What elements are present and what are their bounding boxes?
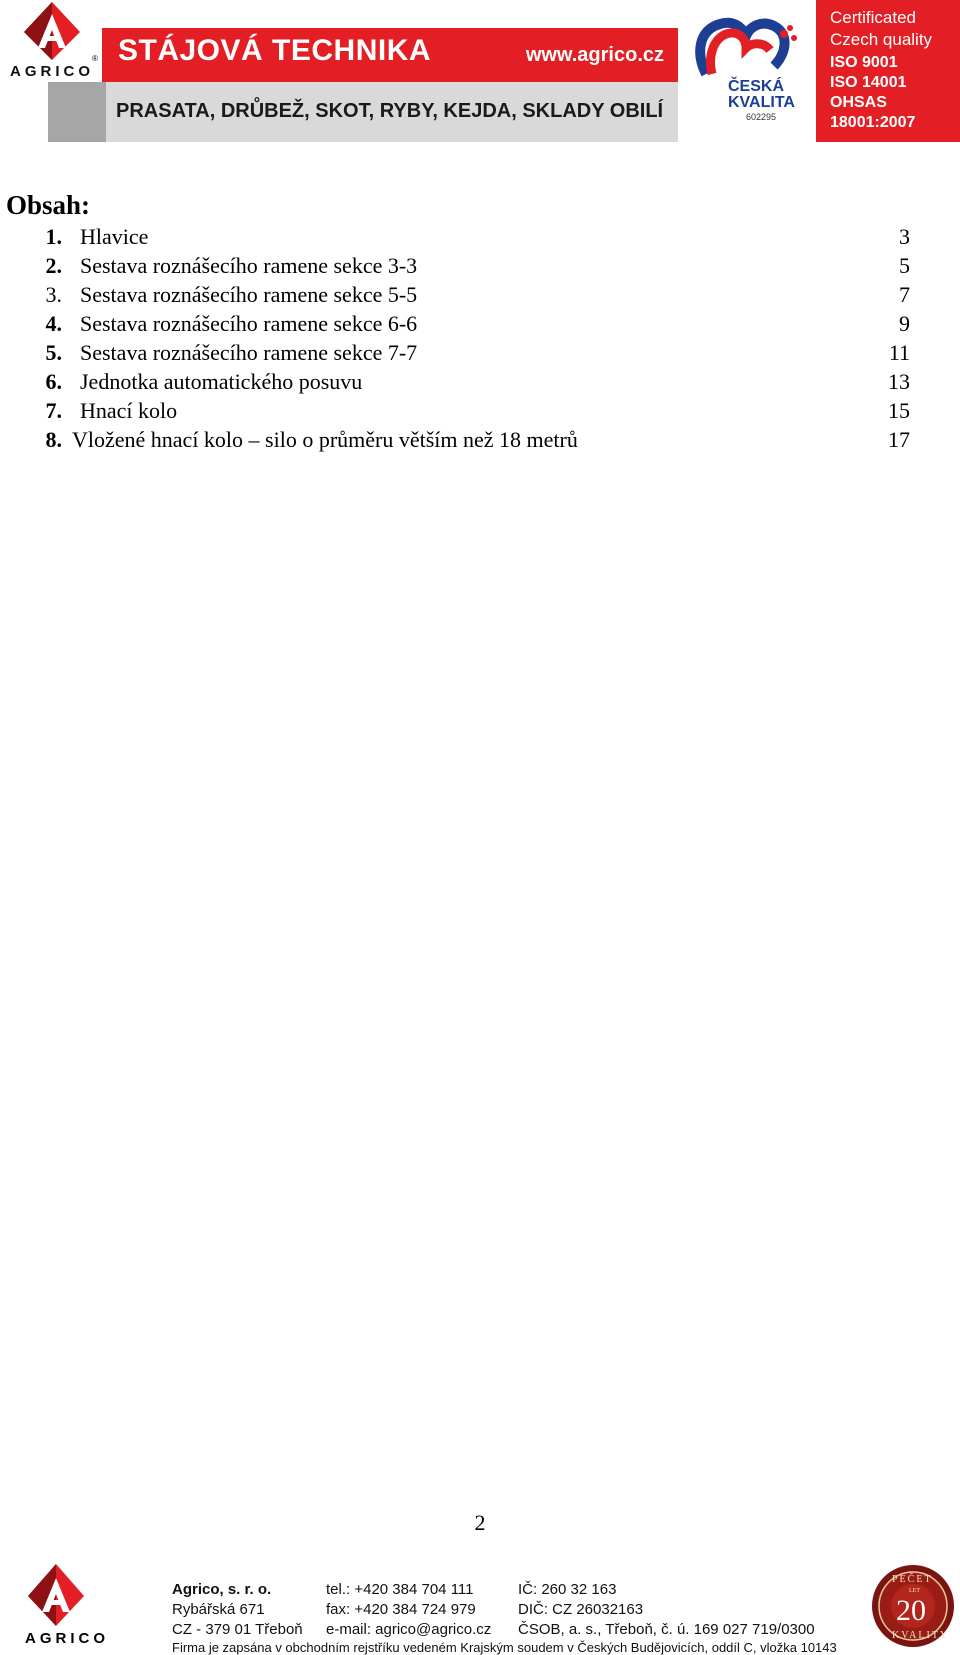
toc-item-text: Hlavice [80,224,149,249]
certifications-box [816,0,960,142]
toc-item-number: 3. [45,282,62,307]
toc-item-text: Hnací kolo [80,398,178,423]
toc-item[interactable] [0,253,960,282]
toc-title: Obsah: [6,190,91,220]
toc-item-text: Jednotka automatického posuvu [80,369,363,394]
seal-top-text: PEČET [892,1574,933,1585]
toc-item[interactable] [0,427,960,456]
document-header [0,0,960,142]
toc-item-page: 17 [888,427,910,452]
ceska-kvalita-badge [686,14,806,126]
company-name: Agrico, s. r. o. [172,1581,272,1598]
toc-item[interactable] [0,398,960,427]
seal-number: 20 [896,1594,926,1627]
header-url: www.agrico.cz [525,44,664,66]
toc-item[interactable] [0,282,960,311]
toc-item-number: 8. [45,427,62,452]
agrico-logo [0,0,102,82]
toc-item-text: Sestava roznášecího ramene sekce 6-6 [80,311,418,336]
certification-line: 18001:2007 [830,114,916,131]
certification-line: Certificated [830,8,916,27]
toc-item-number: 4. [45,311,62,336]
seal-bottom-text: KVALITY [892,1630,950,1641]
toc-item-page: 5 [899,253,910,278]
logo-wordmark: AGRICO [10,63,94,80]
toc-item-number: 1. [45,224,62,249]
header-title: STÁJOVÁ TECHNIKA [118,34,432,67]
contact-phone: tel.: +420 384 704 111 [326,1581,474,1598]
header-grey-band [106,82,678,142]
heart-quality-icon [686,14,806,84]
seal-small-text: LET [909,1588,920,1594]
document-footer [0,1560,960,1654]
footer-logo-wordmark: AGRICO [25,1630,109,1647]
quality-badge-number: 602295 [746,112,777,122]
toc-item[interactable] [0,340,960,369]
header-subtitle: PRASATA, DRŮBEŽ, SKOT, RYBY, KEJDA, SKLADY OBILÍ [116,100,664,122]
contact-fax: fax: +420 384 724 979 [326,1601,476,1618]
registered-mark: ® [92,54,98,63]
toc-item-page: 3 [899,224,910,249]
quality-badge-line2: KVALITA [728,94,795,111]
toc-item-text: Vložené hnací kolo – silo o průměru větším než 18 metrů [72,427,578,452]
contact-email[interactable]: e-mail: agrico@agrico.cz [326,1621,492,1638]
footer-contact [326,1580,491,1640]
agrico-diamond-icon [22,0,82,62]
company-street: Rybářská 671 [172,1601,265,1618]
certification-line: Czech quality [830,30,933,49]
agrico-diamond-icon [26,1562,86,1628]
toc-item[interactable] [0,224,960,253]
header-grey-block [48,82,106,142]
toc-item-number: 6. [45,369,62,394]
toc-item-number: 5. [45,340,62,365]
registration-bank: ČSOB, a. s., Třeboň, č. ú. 169 027 719/0300 [518,1621,815,1638]
toc-item-page: 9 [899,311,910,336]
footer-registration [518,1580,815,1640]
certification-line: OHSAS [830,94,887,111]
toc-item-text: Sestava roznášecího ramene sekce 5-5 [80,282,418,307]
toc-item-page: 11 [888,340,910,365]
toc-item-text: Sestava roznášecího ramene sekce 3-3 [80,253,418,278]
registration-ic: IČ: 260 32 163 [518,1581,617,1598]
toc-item-number: 7. [45,398,62,423]
certification-line: ISO 14001 [830,74,907,91]
page-number: 2 [474,1510,486,1535]
certification-line: ISO 9001 [830,54,898,71]
toc-item-page: 15 [888,398,910,423]
quality-badge-line1: ČESKÁ [728,78,785,95]
toc-item-page: 7 [899,282,910,307]
header-red-band [102,28,678,82]
toc-item-text: Sestava roznášecího ramene sekce 7-7 [80,340,418,365]
toc-item[interactable] [0,311,960,340]
footer-company [172,1580,303,1640]
registration-dic: DIČ: CZ 26032163 [518,1601,644,1618]
company-city: CZ - 379 01 Třeboň [172,1621,303,1638]
footer-registry-note: Firma je zapsána v obchodním rejstříku vedeném Krajským soudem v Českých Budějovicích, oddíl C, vložka 10143 [172,1640,837,1655]
toc-item-number: 2. [45,253,62,278]
toc-item[interactable] [0,369,960,398]
toc-item-page: 13 [888,369,910,394]
